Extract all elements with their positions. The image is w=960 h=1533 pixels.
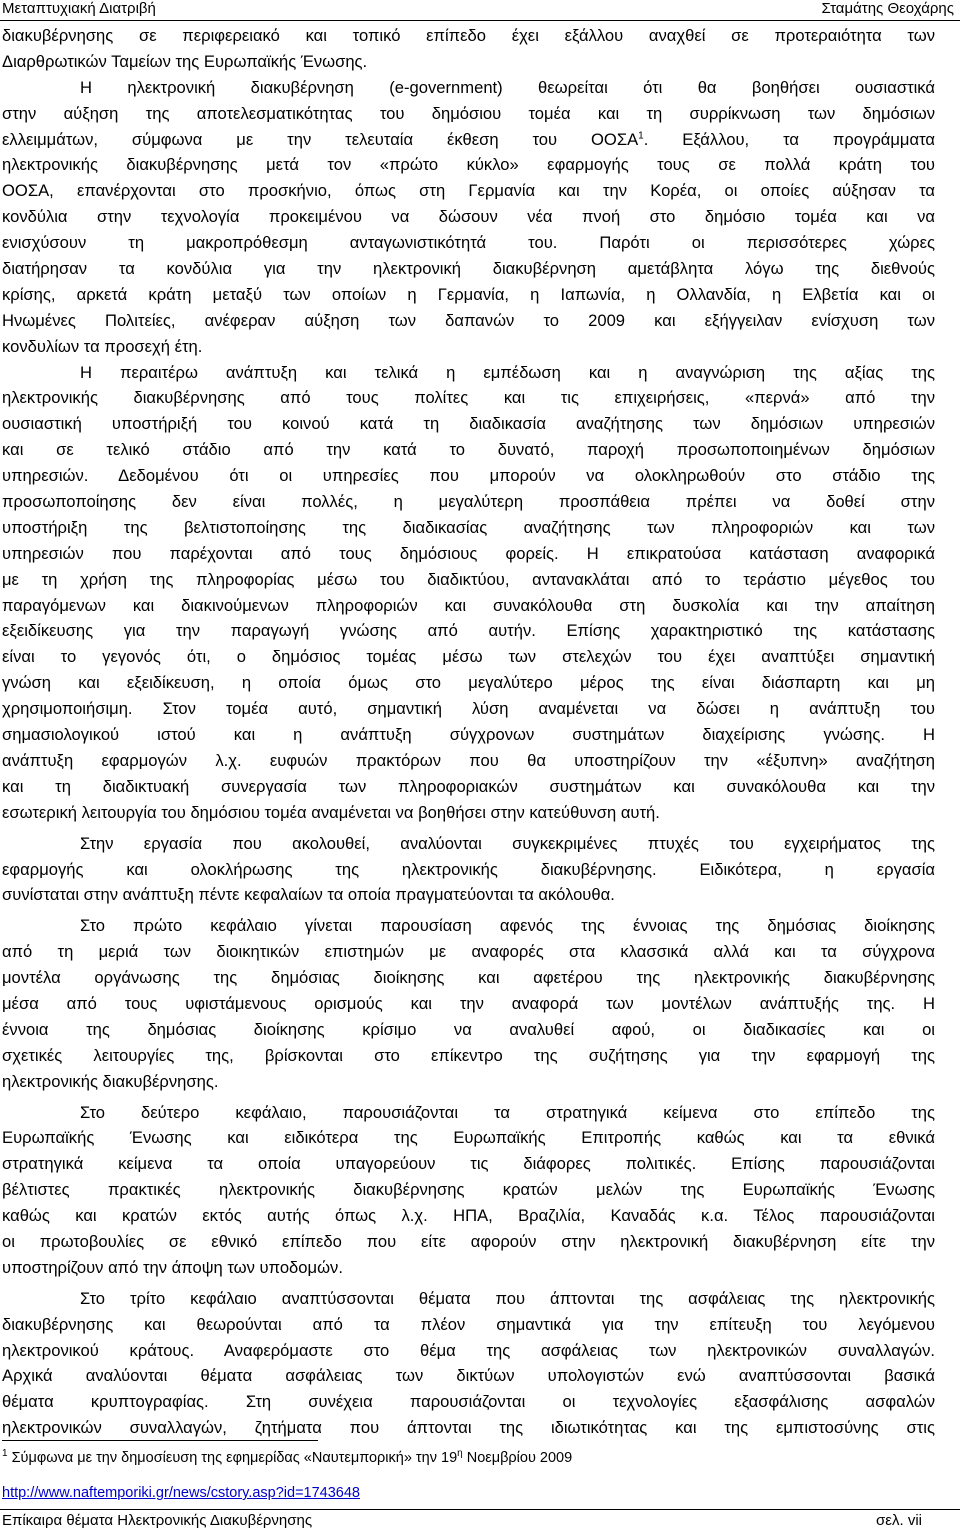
text-line: θέματα κρυπτογραφίας. Στη συνέχεια παρουσιάζονται οι τεχνολογίες εξασφάλισης ασφαλών (2, 1392, 935, 1412)
text-line: συνίσταται στην ανάπτυξη πέντε κεφαλαίων τα οποία πραγματεύονται τα ακόλουθα. (2, 885, 615, 905)
text-line: ηλεκτρονικών συναλλαγών, ζητήματα που άπτονται της ιδιωτικότητας και της εμπιστοσύνης στις (2, 1418, 935, 1438)
text-line: κονδύλια στην τεχνολογία προκειμένου να δώσουν νέα πνοή στο δημόσιο τομέα και να (2, 207, 935, 227)
text-fragment: ελλειμμάτων, σύμφωνα με την τελευταία έκθεση του ΟΟΣΑ (2, 129, 639, 149)
footnote-number: 1 (2, 1448, 8, 1460)
text-line: υπηρεσιών που παρέχονται από τους δημόσιους φορείς. Η επικρατούσα κατάσταση αναφορικά (2, 543, 935, 563)
text-line: εσωτερική λειτουργία του δημόσιου τομέα αναμένεται να βοηθήσει στην κατεύθυνση αυτή. (2, 802, 660, 822)
text-line: εφαρμογής και ολοκλήρωσης της ηλεκτρονικής διακυβέρνησης. Ειδικότερα, η εργασία (2, 859, 935, 879)
page-number: σελ. vii (876, 1512, 922, 1529)
footnote-link[interactable]: http://www.naftemporiki.gr/news/cstory.asp?id=1743648 (2, 1485, 360, 1501)
text-line: στρατηγικά κείμενα τα οποία υπαγορεύουν τις διάφορες πολιτικές. Επίσης παρουσιάζονται (2, 1154, 935, 1174)
text-line: ΟΟΣΑ, επανέρχονται στο προσκήνιο, όπως στη Γερμανία και την Κορέα, οι οποίες αύξησαν τα (2, 181, 935, 201)
text-line: παραγόμενων και διακινούμενων πληροφοριών και συνακόλουθα στη δυσκολία και την απαίτηση (2, 595, 935, 615)
text-line: σημασιολογικού ιστού και η ανάπτυξη σύγχρονων συστημάτων διαχείρισης γνώσης. Η (2, 725, 935, 745)
text-line: καθώς και κρατών εκτός αυτής όπως λ.χ. ΗΠΑ, Βραζιλία, Καναδάς κ.α. Τέλος παρουσιάζονται (2, 1206, 935, 1226)
text-line: βέλτιστες πρακτικές ηλεκτρονικής διακυβέρνησης κρατών μελών της Ευρωπαϊκής Ένωσης (2, 1180, 935, 1200)
text-line: και τη διαδικτυακή συνεργασία των πληροφοριακών συστημάτων και συνακόλουθα και την (2, 776, 935, 796)
document-body (2, 23, 935, 1441)
paragraph-start: Στο τρίτο κεφάλαιο αναπτύσσονται θέματα που άπτονται της ασφάλειας της ηλεκτρονικής (80, 1288, 935, 1308)
page-header (0, 0, 960, 21)
paragraph-start: Η περαιτέρω ανάπτυξη και τελικά η εμπέδωση και η αναγνώριση της αξίας της (80, 362, 935, 382)
text-line: σχετικές λειτουργίες της, βρίσκονται στο επίκεντρο της συζήτησης για την εφαρμογή της (2, 1045, 935, 1065)
footnote-ref[interactable]: 1 (638, 130, 644, 142)
text-line: υπηρεσιών. Δεδομένου ότι οι υπηρεσίες που μπορούν να ολοκληρωθούν στο στάδιο της (2, 466, 935, 486)
text-line: ηλεκτρονικού κράτους. Αναφερόμαστε στο θέμα της ασφάλειας των ηλεκτρονικών συναλλαγών. (2, 1340, 935, 1360)
text-line: Ηνωμένες Πολιτείες, ανέφεραν αύξηση των δαπανών το 2009 και εξήγγειλαν ενίσχυση των (2, 310, 935, 330)
text-line: εξειδίκευσης για την παραγωγή γνώσης από αυτήν. Επίσης χαρακτηριστικό της κατάστασης (2, 621, 935, 641)
text-line: ηλεκτρονικής διακυβέρνησης. (2, 1071, 219, 1091)
header-thesis-type: Μεταπτυχιακή Διατριβή (2, 0, 156, 17)
text-line: κονδυλίων τα προσεχή έτη. (2, 336, 203, 356)
text-line: ενισχύσουν τη μακροπρόθεσμη ανταγωνιστικότητά του. Παρότι οι περισσότερες χώρες (2, 233, 935, 253)
text-line: υποστηρίζουν από την άποψη των υποδομών. (2, 1257, 343, 1277)
text-line: είναι το γεγονός ότι, ο δημόσιος τομέας μέσω των στελεχών του έχει αναπτύξει σημαντική (2, 647, 935, 667)
text-line: στην αύξηση της αποτελεσματικότητας του δημόσιου τομέα και τη συρρίκνωση των δημόσιων (2, 103, 935, 123)
text-line: διατήρησαν τα κονδύλια για την ηλεκτρονική διακυβέρνηση αμετάβλητα λόγω της διεθνούς (2, 259, 935, 279)
text-line: Ευρωπαϊκής Ένωσης και ειδικότερα της Ευρωπαϊκής Επιτροπής καθώς και τα εθνικά (2, 1128, 935, 1148)
footnote-separator (2, 1440, 318, 1441)
footnote-ordinal: η (457, 1448, 463, 1460)
text-line: ουσιαστική υποστήριξή του κοινού κατά τη διαδικασία αναζήτησης των δημόσιων υπηρεσιών (2, 414, 935, 434)
text-line: γνώση και εξειδίκευση, η οποία όμως στο μεγαλύτερο μέρος της είναι διάσπαρτη και μη (2, 673, 935, 693)
footnote (2, 1448, 932, 1468)
paragraph-start: Στο δεύτερο κεφάλαιο, παρουσιάζονται τα στρατηγικά κείμενα στο επίπεδο της (80, 1102, 935, 1122)
footer-title: Επίκαιρα θέματα Ηλεκτρονικής Διακυβέρνησης (2, 1512, 313, 1529)
text-line: οι πρωτοβουλίες σε εθνικό επίπεδο που είτε αφορούν στην ηλεκτρονική διακυβέρνηση είτε την (2, 1231, 935, 1251)
text-fragment: . Εξάλλου, τα προγράμματα (643, 129, 935, 149)
text-line: με τη χρήση της πληροφορίας μέσω του διαδικτύου, αντανακλάται από το τεράστιο μέγεθος του (2, 569, 935, 589)
footnote-text: Σύμφωνα με την δημοσίευση της εφημερίδας «Ναυτεμπορική» την 19 (11, 1450, 458, 1466)
text-line: μέσα από τους υφιστάμενους ορισμούς και την αναφορά των μοντέλων ανάπτυξής της. Η (2, 993, 935, 1013)
text-line: Διαρθρωτικών Ταμείων της Ευρωπαϊκής Ένωσης. (2, 51, 368, 71)
text-line: ηλεκτρονικής διακυβέρνησης από τους πολίτες και τις επιχειρήσεις, «περνά» από την (2, 388, 935, 408)
text-line (2, 127, 935, 153)
text-line: υποστήριξη της βελτιστοποίησης της διαδικασίας αναζήτησης των πληροφοριών και των (2, 517, 935, 537)
footnote-text-end: Νοεμβρίου 2009 (462, 1450, 573, 1466)
text-line: έννοια της δημόσιας διοίκησης κρίσιμο να αναλυθεί αφού, οι διαδικασίες και οι (2, 1019, 935, 1039)
text-line: ηλεκτρονικής διακυβέρνησης μετά τον «πρώτο κύκλο» εφαρμογής τους σε πολλά κράτη του (2, 155, 935, 175)
paragraph-start: Στην εργασία που ακολουθεί, αναλύονται συγκεκριμένες πτυχές του εγχειρήματος της (80, 833, 935, 853)
text-line: κρίσης, αρκετά κράτη μεταξύ των οποίων η Γερμανία, η Ιαπωνία, η Ολλανδία, η Ελβετία και οι (2, 284, 935, 304)
text-line: προσωποποίησης δεν είναι πολλές, η μεγαλύτερη προσπάθεια πρέπει να δοθεί στην (2, 492, 935, 512)
page-footer (0, 1509, 960, 1533)
text-line: ανάπτυξη εφαρμογών λ.χ. ευφυών πρακτόρων που θα υποστηρίζουν την «έξυπνη» αναζήτηση (2, 750, 935, 770)
paragraph-start: Η ηλεκτρονική διακυβέρνηση (e-government) θεωρείται ότι θα βοηθήσει ουσιαστικά (80, 77, 935, 97)
text-line: μοντέλα οργάνωσης της δημόσιας διοίκησης και αφετέρου της ηλεκτρονικής διακυβέρνησης (2, 968, 935, 988)
text-line: από τη μεριά των διοικητικών επιστημών με αναφορές στα κλασσικά αλλά και τα σύγχρονα (2, 942, 935, 962)
text-line: διακυβέρνησης και θεωρούνται από τα πλέον σημαντικά για την επίτευξη του λεγόμενου (2, 1314, 935, 1334)
text-line: χρησιμοποιήσιμη. Στον τομέα αυτό, σημαντική λύση αναμένεται να δώσει η ανάπτυξη του (2, 699, 935, 719)
paragraph-start: Στο πρώτο κεφάλαιο γίνεται παρουσίαση αφενός της έννοιας της δημόσιας διοίκησης (80, 916, 935, 936)
text-line: και σε τελικό στάδιο από την κατά το δυνατό, παροχή προσωποποιημένων δημόσιων (2, 440, 935, 460)
text-line: Αρχικά αναλύονται θέματα ασφάλειας των δικτύων υπολογιστών ενώ αναπτύσσονται βασικά (2, 1366, 935, 1386)
header-author: Σταμάτης Θεοχάρης (821, 0, 954, 17)
text-line: διακυβέρνησης σε περιφερειακό και τοπικό επίπεδο έχει εξάλλου αναχθεί σε προτεραιότητα των (2, 26, 935, 45)
